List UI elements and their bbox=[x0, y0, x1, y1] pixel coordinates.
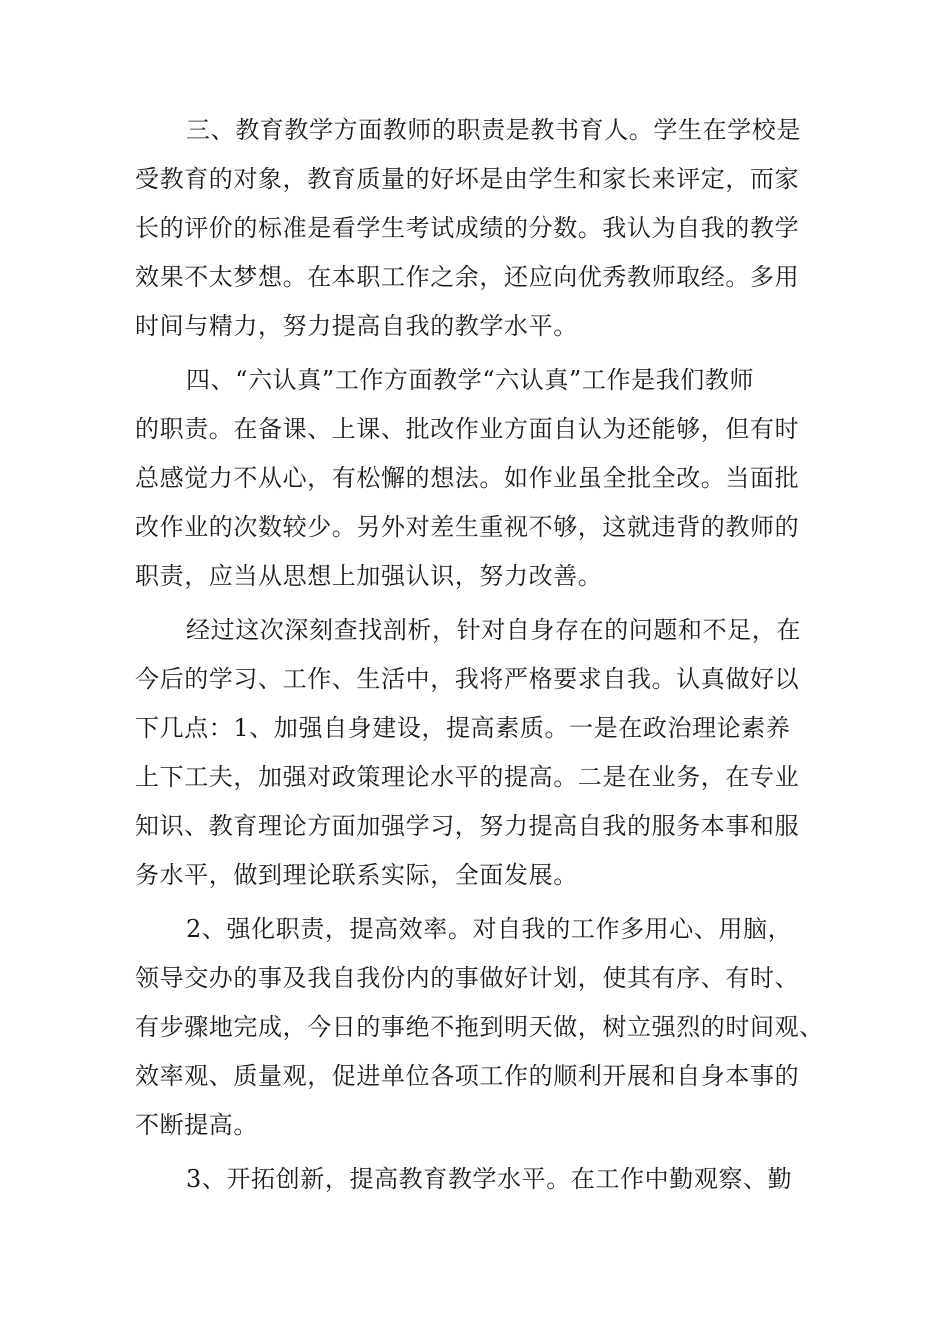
text-line: 2、强化职责，提高效率。对自我的工作多用心、用脑， bbox=[186, 915, 793, 943]
text-line: 下几点：1、加强自身建设，提高素质。一是在政治理论素养 bbox=[135, 714, 791, 742]
text-line: 不断提高。 bbox=[135, 1111, 258, 1139]
text-line: 长的评价的标准是看学生考试成绩的分数。我认为自我的教学 bbox=[135, 214, 800, 242]
text-line: 效率观、质量观，促进单位各项工作的顺利开展和自身本事的 bbox=[135, 1062, 800, 1090]
text-line: 上下工夫，加强对政策理论水平的提高。二是在业务，在专业 bbox=[135, 763, 800, 791]
text-line: 受教育的对象，教育质量的好坏是由学生和家长来评定，而家 bbox=[135, 165, 800, 193]
text-line: 总感觉力不从心，有松懈的想法。如作业虽全批全改。当面批 bbox=[135, 464, 800, 492]
text-line: 三、教育教学方面教师的职责是教书育人。学生在学校是 bbox=[186, 116, 801, 144]
text-line: 今后的学习、工作、生活中，我将严格要求自我。认真做好以 bbox=[135, 665, 800, 693]
text-line: 经过这次深刻查找剖析，针对自身存在的问题和不足，在 bbox=[186, 616, 801, 644]
text-line: 改作业的次数较少。另外对差生重视不够，这就违背的教师的 bbox=[135, 513, 800, 541]
text-line: 四、“六认真”工作方面教学“六认真”工作是我们教师 bbox=[186, 366, 755, 394]
text-line: 时间与精力，努力提高自我的教学水平。 bbox=[135, 312, 578, 340]
text-line: 务水平，做到理论联系实际，全面发展。 bbox=[135, 861, 578, 889]
text-line: 有步骤地完成，今日的事绝不拖到明天做，树立强烈的时间观、 bbox=[135, 1013, 824, 1041]
text-line: 职责，应当从思想上加强认识，努力改善。 bbox=[135, 562, 603, 590]
text-line: 领导交办的事及我自我份内的事做好计划，使其有序、有时、 bbox=[135, 964, 800, 992]
text-line: 的职责。在备课、上课、批改作业方面自认为还能够，但有时 bbox=[135, 415, 800, 443]
text-line: 知识、教育理论方面加强学习，努力提高自我的服务本事和服 bbox=[135, 812, 800, 840]
text-line: 3、开拓创新，提高教育教学水平。在工作中勤观察、勤 bbox=[186, 1165, 793, 1193]
text-line: 效果不太梦想。在本职工作之余，还应向优秀教师取经。多用 bbox=[135, 263, 800, 291]
